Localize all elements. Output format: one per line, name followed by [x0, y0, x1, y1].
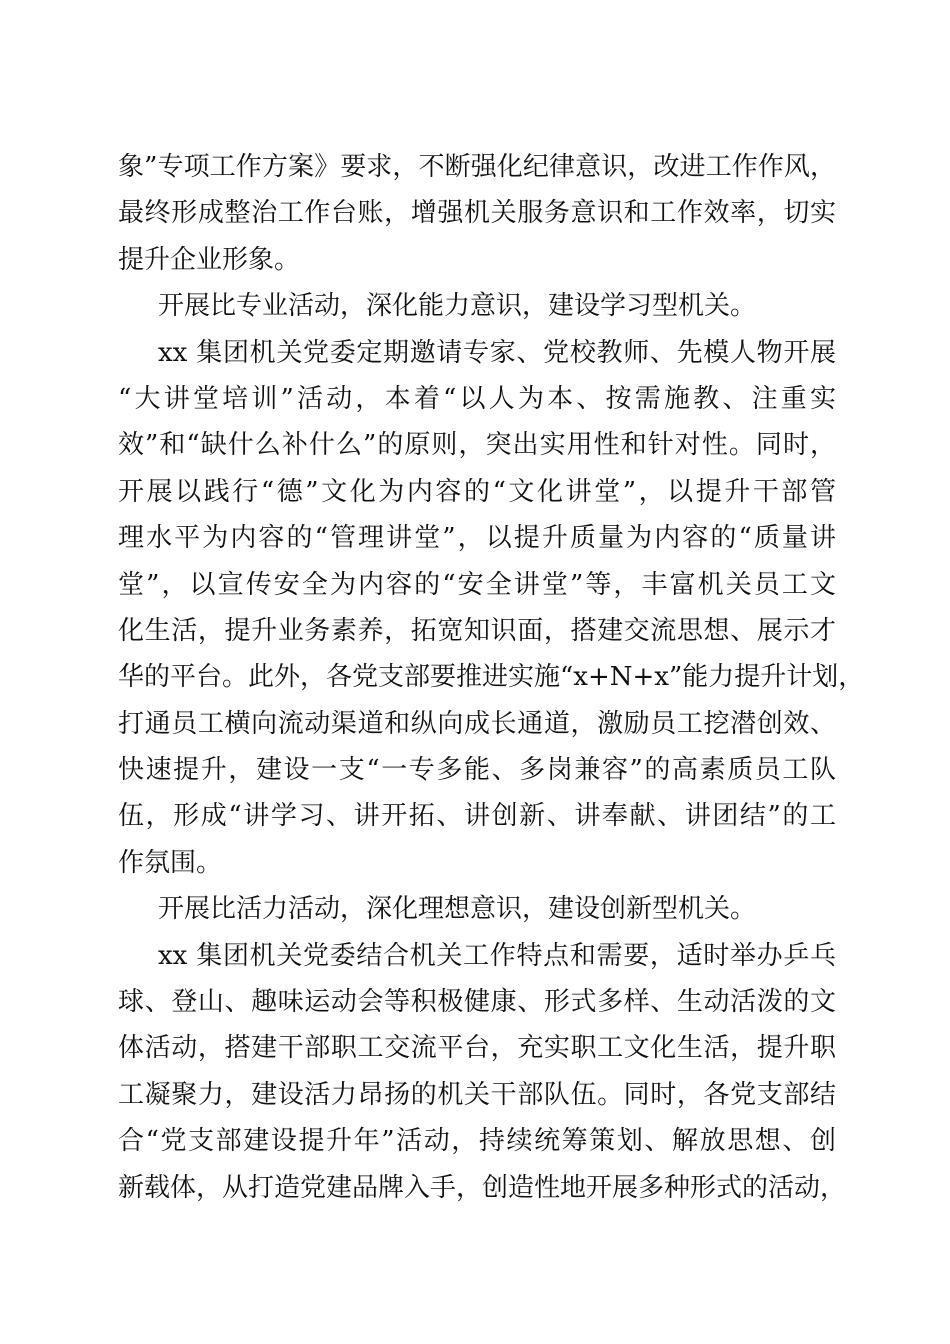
text-line: 快速提升，建设一支“一专多能、多岗兼容”的高素质员工队 [118, 755, 836, 786]
text-line: 开展比活力活动，深化理想意识，建设创新型机关。 [158, 894, 757, 925]
text-line: 作氛围。 [118, 847, 223, 878]
text-line: 开展比专业活动，深化能力意识，建设学习型机关。 [158, 291, 757, 322]
document-body [118, 144, 865, 1211]
text-line: 提升企业形象。 [118, 244, 301, 275]
text-line: “大讲堂培训”活动，本着“以人为本、按需施教、注重实 [118, 383, 836, 414]
text-line: 合“党支部建设提升年”活动，持续统筹策划、解放思想、创 [118, 1126, 836, 1157]
text-line: xx 集团机关党委结合机关工作特点和需要，适时举办乒乓 [158, 940, 836, 971]
text-line: 球、登山、趣味运动会等积极健康、形式多样、生动活泼的文 [118, 987, 836, 1018]
text-line: 化生活，提升业务素养，拓宽知识面，搭建交流思想、展示才 [118, 615, 836, 646]
text-line: 堂”，以宣传安全为内容的“安全讲堂”等，丰富机关员工文 [118, 569, 836, 600]
text-line: 打通员工横向流动渠道和纵向成长通道，激励员工挖潜创效、 [118, 708, 836, 739]
text-line: 工凝聚力，建设活力昂扬的机关干部队伍。同时，各党支部结 [118, 1079, 836, 1110]
text-line: 象”专项工作方案》要求，不断强化纪律意识，改进工作作风， [118, 152, 836, 182]
paragraph-4-heading [118, 886, 836, 932]
text-line: 华的平台。此外，各党支部要推进实施“x+N+x”能力提升计划， [118, 662, 865, 693]
text-line: 最终形成整治工作台账，增强机关服务意识和工作效率，切实 [118, 198, 836, 229]
text-line: 伍，形成“讲学习、讲开拓、讲创新、讲奉献、讲团结”的工 [118, 801, 836, 832]
text-line: 理水平为内容的“管理讲堂”，以提升质量为内容的“质量讲 [118, 523, 836, 554]
text-line: xx 集团机关党委定期邀请专家、党校教师、先模人物开展 [158, 337, 836, 368]
paragraph-2-heading [118, 283, 836, 329]
text-line: 效”和“缺什么补什么”的原则，突出实用性和针对性。同时， [118, 430, 836, 461]
text-line: 开展以践行“德”文化为内容的“文化讲堂”，以提升干部管 [118, 476, 836, 507]
paragraph-3 [118, 330, 865, 887]
text-line: 体活动，搭建干部职工交流平台，充实职工文化生活，提升职 [118, 1033, 836, 1064]
paragraph-5 [118, 933, 847, 1211]
paragraph-1 [118, 144, 836, 283]
text-line: 新载体，从打造党建品牌入手，创造性地开展多种形式的活动， [118, 1172, 847, 1203]
